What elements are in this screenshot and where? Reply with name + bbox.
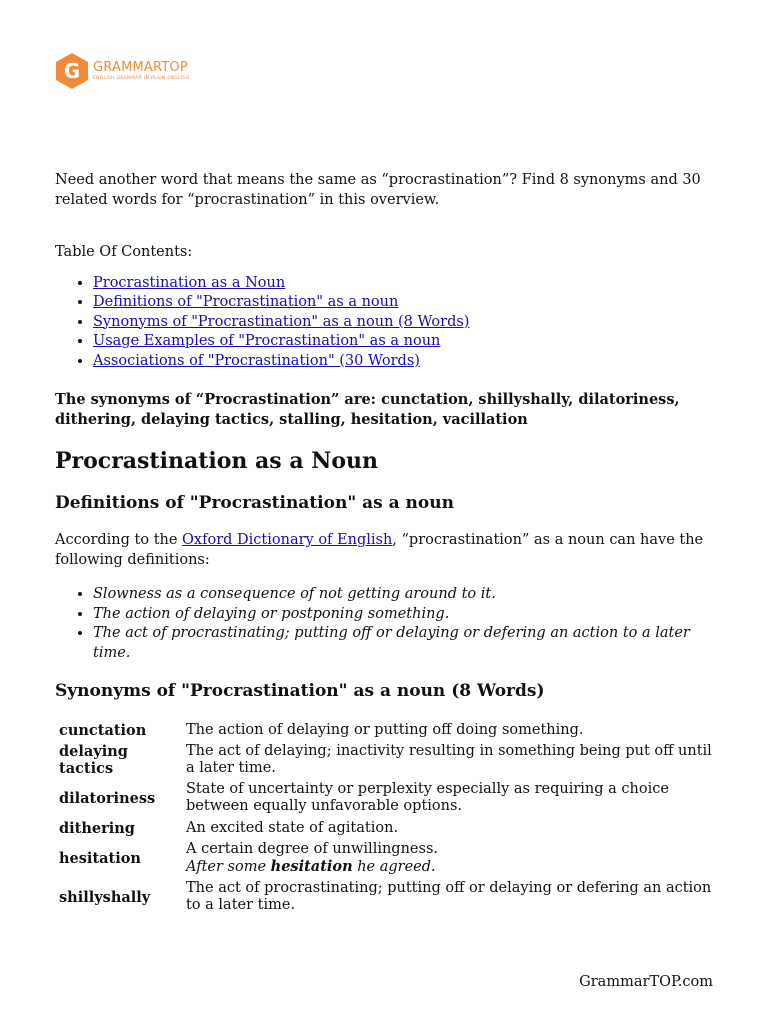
synonym-definition: A certain degree of unwillingness. — [186, 841, 438, 857]
synonym-definition: State of uncertainty or perplexity especially as requiring a choice between equally unfavorable options. — [186, 781, 669, 814]
synonyms-heading: Synonyms of "Procrastination" as a noun (8 Words) — [55, 681, 545, 701]
section-title: Procrastination as a Noun — [55, 448, 379, 474]
toc-link-usage-examples[interactable]: Usage Examples of "Procrastination" as a noun — [93, 333, 441, 349]
synonym-definition: The action of delaying or putting off doing something. — [186, 721, 584, 738]
example-keyword: hesitation — [270, 858, 353, 875]
table-row — [55, 817, 715, 839]
example-after: he agreed. — [352, 859, 436, 875]
table-row — [55, 839, 715, 878]
definitions-intro-after: , “procrastination” as a noun can have the following definitions: — [55, 532, 704, 568]
table-of-contents — [55, 274, 715, 372]
toc-item — [93, 313, 715, 333]
toc-item — [93, 274, 715, 294]
logo-tagline: ENGLISH GRAMMAR IN PLAIN ENGLISH — [93, 76, 190, 81]
synonyms-table — [55, 719, 715, 916]
synonym-word: hesitation — [59, 850, 141, 867]
article-content — [55, 171, 715, 916]
table-row — [55, 779, 715, 817]
synonym-word: cunctation — [59, 721, 147, 739]
synonym-word: dilatoriness — [59, 789, 156, 807]
synonym-definition: The act of delaying; inactivity resulting in something being put off until a later time. — [186, 743, 712, 776]
toc-link-associations[interactable]: Associations of "Procrastination" (30 Words) — [93, 352, 420, 369]
synonym-word: delaying tactics — [59, 743, 128, 777]
synonym-word: dithering — [59, 819, 135, 837]
toc-link-noun[interactable]: Procrastination as a Noun — [93, 274, 286, 291]
footer-site-name: GrammarTOP.com — [579, 974, 713, 990]
definitions-heading: Definitions of "Procrastination" as a noun — [55, 493, 454, 513]
svg-text:G: G — [63, 59, 81, 83]
synonym-word: shillyshally — [59, 888, 151, 906]
intro-paragraph: Need another word that means the same as “procrastination”? Find 8 synonyms and 30 related words for “procrastination” in this overview. — [55, 172, 701, 208]
toc-item — [93, 332, 715, 352]
synonym-definition-cell — [186, 839, 715, 878]
logo-hexagon-icon — [54, 52, 90, 90]
toc-link-definitions[interactable]: Definitions of "Procrastination" as a noun — [93, 294, 399, 310]
synonym-definition: The act of procrastinating; putting off or delaying or defering an action to a later time. — [186, 880, 712, 913]
synonym-definition: An excited state of agitation. — [186, 819, 399, 836]
toc-link-synonyms[interactable]: Synonyms of "Procrastination" as a noun (8 Words) — [93, 313, 470, 330]
definitions-intro-before: According to the — [55, 532, 183, 548]
definition-item: • Slowness as a consequence of not getting around to it. — [93, 585, 715, 605]
toc-item — [93, 293, 715, 313]
toc-title: Table Of Contents: — [55, 244, 193, 260]
grammartop-logo[interactable] — [54, 52, 189, 90]
table-row — [55, 741, 715, 779]
table-row — [55, 878, 715, 916]
definition-item: • The act of procrastinating; putting off or delaying or defering an action to a later time. — [93, 624, 715, 663]
logo-name: GRAMMARTOP — [93, 60, 188, 75]
table-row — [55, 719, 715, 741]
usage-example — [186, 858, 715, 876]
definitions-list — [55, 585, 715, 663]
toc-item — [93, 352, 715, 372]
synonyms-summary: The synonyms of “Procrastination” are: cunctation, shillyshally, dilatoriness, dithering, delaying tactics, stalling, hesitation, vacillation — [55, 391, 680, 428]
definitions-intro — [55, 531, 715, 570]
example-before: After some — [186, 859, 271, 875]
definition-item: • The action of delaying or postponing something. — [93, 605, 715, 625]
oxford-dictionary-link[interactable]: Oxford Dictionary of English — [182, 532, 393, 548]
